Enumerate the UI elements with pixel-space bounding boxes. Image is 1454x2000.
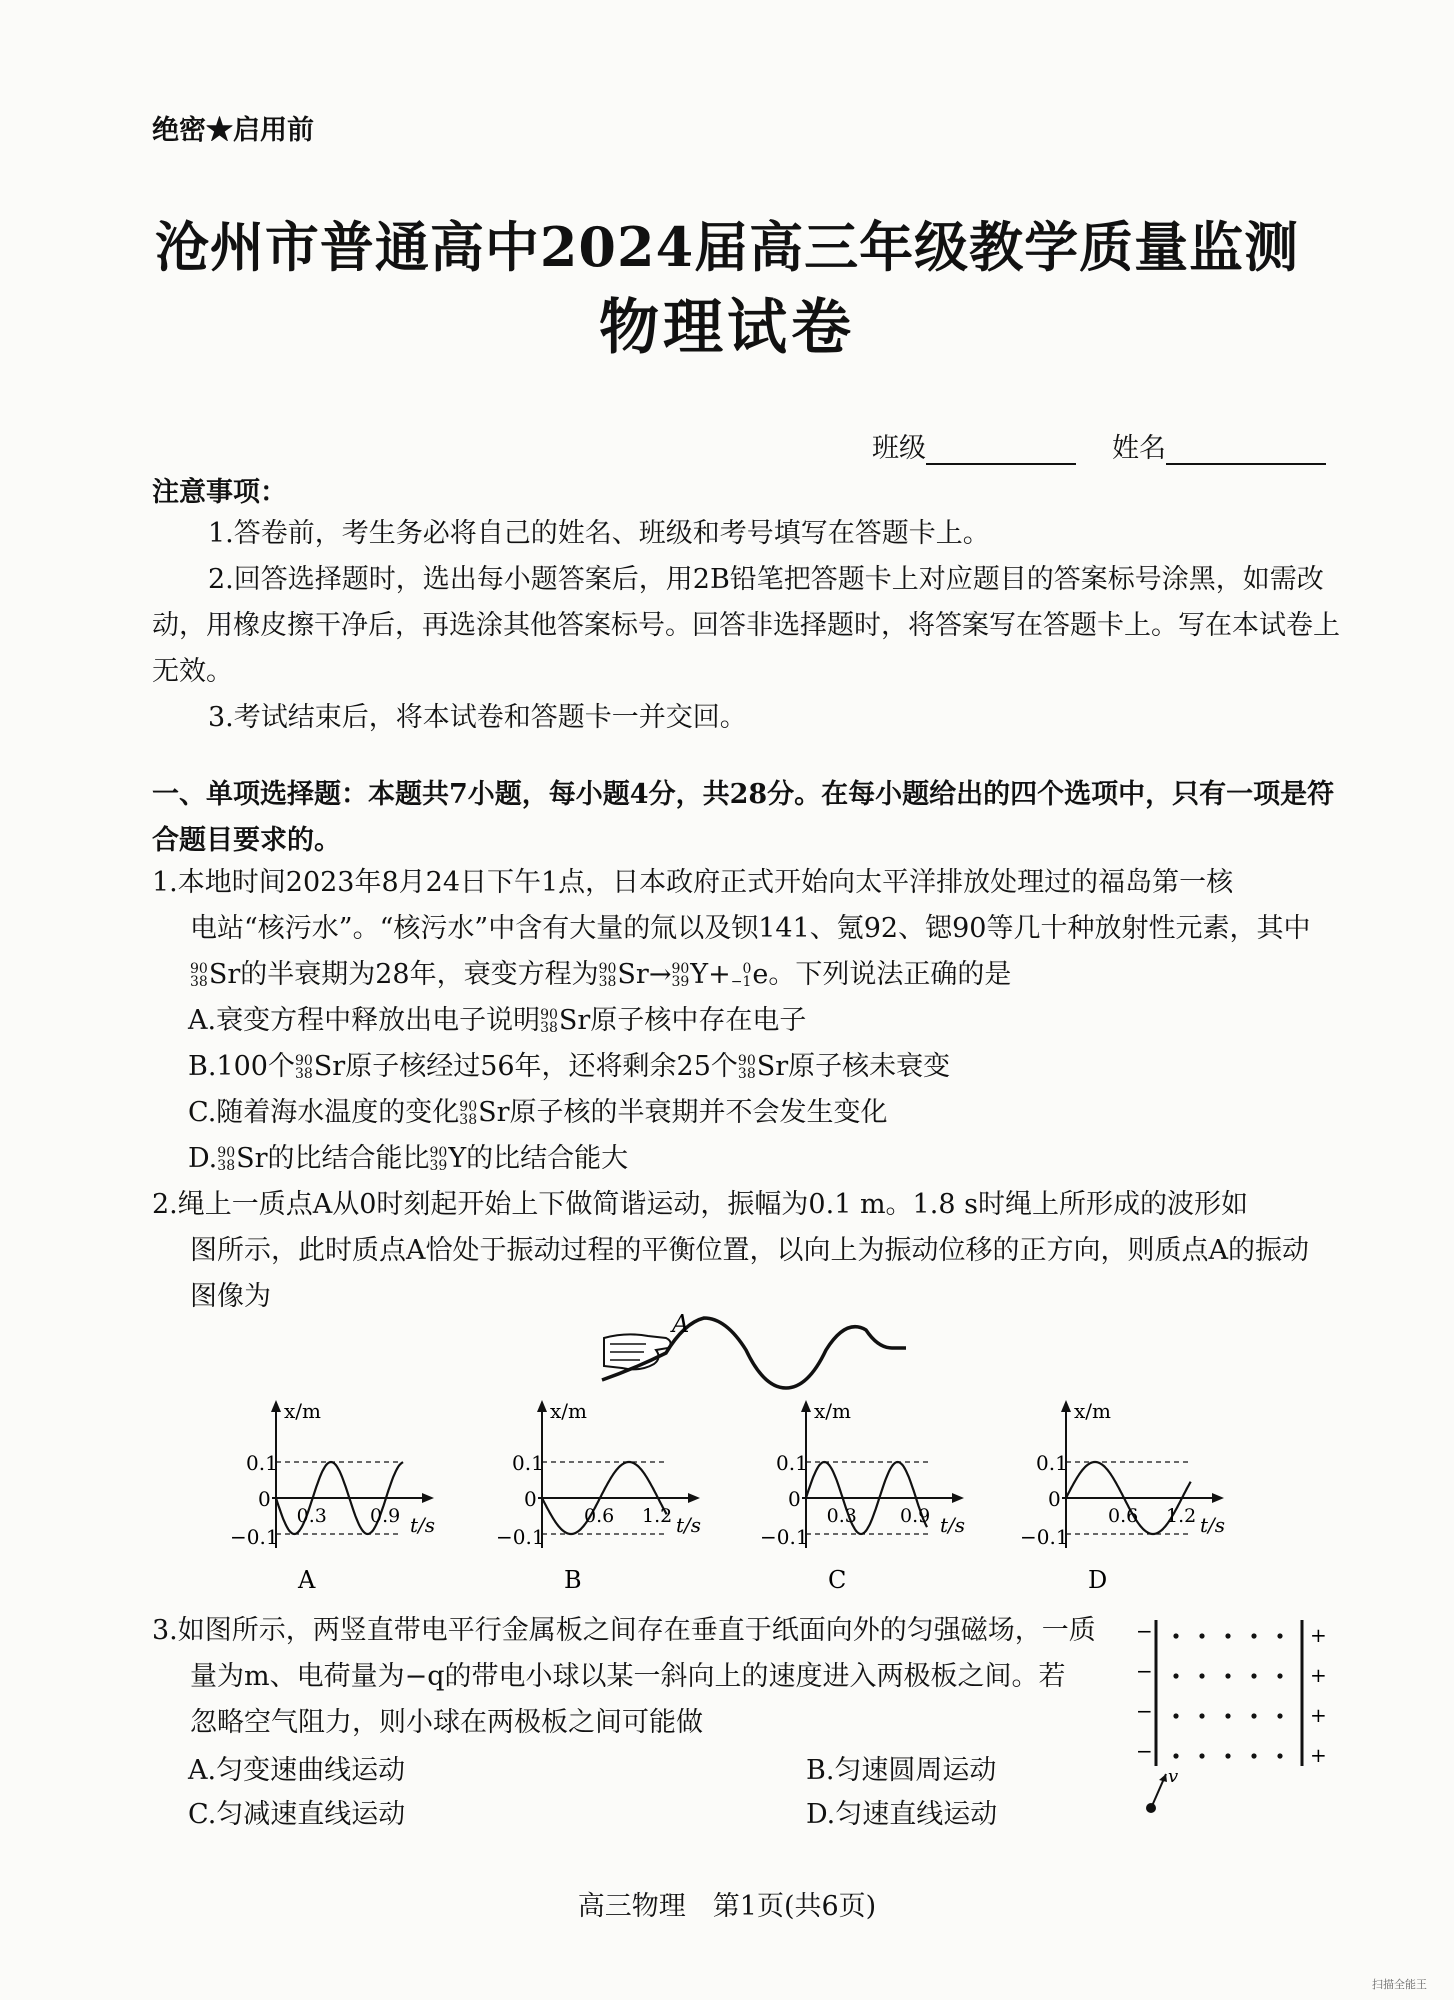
q1-option-a[interactable]: A.衰变方程中释放出电子说明 90 38 Sr原子核中存在电子 bbox=[188, 1005, 807, 1036]
student-info bbox=[872, 426, 1326, 465]
minus-sign: − bbox=[1136, 1739, 1153, 1763]
note-item: 1.答卷前，考生务必将自己的姓名、班级和考号填写在答题卡上。 bbox=[208, 518, 990, 549]
graph-option-b[interactable] bbox=[494, 1394, 724, 1594]
plate-charge-signs bbox=[1136, 1619, 1327, 1767]
field-dot bbox=[1225, 1673, 1230, 1678]
y-axis-arrow bbox=[271, 1400, 281, 1412]
field-dot bbox=[1225, 1713, 1230, 1718]
magnetic-field-dots bbox=[1173, 1633, 1282, 1758]
hand-icon bbox=[604, 1334, 671, 1369]
field-dot bbox=[1173, 1633, 1178, 1638]
y-axis-label: x/m bbox=[814, 1399, 851, 1423]
note-item: 3.考试结束后，将本试卷和答题卡一并交回。 bbox=[208, 702, 747, 733]
field-dot bbox=[1277, 1713, 1282, 1718]
class-label: 班级 bbox=[872, 433, 926, 464]
field-dot bbox=[1251, 1713, 1256, 1718]
tick-label: −0.1 bbox=[760, 1525, 809, 1549]
tick-label: 1.2 bbox=[642, 1505, 673, 1527]
tick-label: 0.1 bbox=[246, 1451, 278, 1475]
field-dot bbox=[1251, 1633, 1256, 1638]
name-blank[interactable] bbox=[1166, 435, 1326, 465]
tick-label: 0.3 bbox=[826, 1505, 857, 1527]
rope-point-label: A bbox=[672, 1310, 690, 1338]
q2-stem-line: 图所示，此时质点A恰处于振动过程的平衡位置，以向上为振动位移的正方向，则质点A的振动 bbox=[190, 1235, 1309, 1266]
q3-stem-line: 量为m、电荷量为−q的带电小球以某一斜向上的速度进入两极板之间。若 bbox=[190, 1661, 1066, 1692]
x-axis-arrow bbox=[1212, 1493, 1224, 1503]
y-axis-label: x/m bbox=[550, 1399, 587, 1423]
scanner-watermark: 扫描全能王 bbox=[1372, 1978, 1427, 1991]
field-dot bbox=[1277, 1673, 1282, 1678]
y-axis-label: x/m bbox=[284, 1399, 321, 1423]
sr-nuclide-index: 90 38 bbox=[598, 960, 617, 990]
tick-label: 0 bbox=[258, 1487, 271, 1511]
y-nuclide-index: 90 39 bbox=[671, 960, 690, 990]
q1-stem-line: 电站“核污水”。“核污水”中含有大量的氚以及钡141、氪92、锶90等几十种放射性元素，其中 bbox=[190, 913, 1311, 944]
exam-title: 沧州市普通高中2024届高三年级教学质量监测 bbox=[154, 215, 1300, 279]
field-dot bbox=[1199, 1633, 1204, 1638]
q1-stem-line: 1.本地时间2023年8月24日下午1点，日本政府正式开始向太平洋排放处理过的福岛第一核 bbox=[152, 867, 1234, 898]
plus-sign: + bbox=[1310, 1703, 1327, 1727]
tick-label: 0 bbox=[1048, 1487, 1061, 1511]
q3-option-a[interactable]: A.匀变速曲线运动 bbox=[188, 1755, 406, 1786]
page-footer: 高三物理 第1页(共6页) bbox=[577, 1891, 877, 1922]
field-dot bbox=[1277, 1753, 1282, 1758]
q3-stem-line: 3.如图所示，两竖直带电平行金属板之间存在垂直于纸面向外的匀强磁场，一质 bbox=[152, 1615, 1096, 1646]
electron-index: 0 −1 bbox=[730, 960, 752, 990]
rope-wave-figure bbox=[596, 1308, 926, 1398]
graph-option-label: C bbox=[828, 1566, 847, 1594]
plus-sign: + bbox=[1310, 1743, 1327, 1767]
graph-option-label: B bbox=[564, 1566, 582, 1594]
tick-label: 0.1 bbox=[776, 1451, 808, 1475]
field-dot bbox=[1225, 1633, 1230, 1638]
x-axis-arrow bbox=[688, 1493, 700, 1503]
field-dot bbox=[1199, 1713, 1204, 1718]
tick-label: 1.2 bbox=[1166, 1505, 1197, 1527]
field-dot bbox=[1225, 1753, 1230, 1758]
y-axis-arrow bbox=[1061, 1400, 1071, 1412]
x-axis-label: t/s bbox=[410, 1513, 436, 1537]
q1-option-d[interactable]: D. 90 38 Sr的比结合能比 90 39 Y的比结合能大 bbox=[188, 1143, 629, 1174]
minus-sign: − bbox=[1136, 1659, 1153, 1683]
field-dot bbox=[1251, 1673, 1256, 1678]
graph-option-c[interactable] bbox=[758, 1394, 988, 1594]
tick-label: 0.6 bbox=[1108, 1505, 1139, 1527]
note-item: 2.回答选择题时，选出每小题答案后，用2B铅笔把答题卡上对应题目的答案标号涂黑，如需改动，用橡皮擦干净后，再选涂其他答案标号。回答非选择题时，将答案写在答题卡上。写在本试卷上无效。 bbox=[152, 564, 1340, 687]
y-axis-arrow bbox=[801, 1400, 811, 1412]
graph-option-d[interactable] bbox=[1018, 1394, 1248, 1594]
tick-label: 0.1 bbox=[512, 1451, 544, 1475]
tick-label: −0.1 bbox=[496, 1525, 545, 1549]
field-dot bbox=[1251, 1753, 1256, 1758]
class-blank[interactable] bbox=[926, 435, 1076, 465]
q1-option-c[interactable]: C.随着海水温度的变化 90 38 Sr原子核的半衰期并不会发生变化 bbox=[188, 1097, 888, 1128]
velocity-label: v bbox=[1168, 1766, 1179, 1787]
q2-stem-line: 2.绳上一质点A从0时刻起开始上下做简谐运动，振幅为0.1 m。1.8 s时绳上所形成的波形如 bbox=[152, 1189, 1248, 1220]
minus-sign: − bbox=[1136, 1699, 1153, 1723]
charged-ball bbox=[1146, 1803, 1156, 1813]
q1-option-b[interactable]: B.100个 90 38 Sr原子核经过56年，还将剩余25个 90 38 Sr原子核未衰变 bbox=[188, 1051, 951, 1082]
tick-label: 0 bbox=[524, 1487, 537, 1511]
minus-sign: − bbox=[1136, 1619, 1153, 1643]
field-dot bbox=[1173, 1673, 1178, 1678]
y-axis-arrow bbox=[537, 1400, 547, 1412]
tick-label: 0 bbox=[788, 1487, 801, 1511]
x-axis-arrow bbox=[422, 1493, 434, 1503]
exam-subject: 物理试卷 bbox=[599, 293, 855, 363]
q1-stem-line: 90 38 Sr的半衰期为28年，衰变方程为 90 38 Sr→ 90 39 Y+ 0 −1 e。下列说法正确的是 bbox=[190, 959, 1012, 990]
tick-label: 0.6 bbox=[584, 1505, 615, 1527]
name-label: 姓名 bbox=[1112, 433, 1166, 464]
x-axis-arrow bbox=[952, 1493, 964, 1503]
tick-label: 0.1 bbox=[1036, 1451, 1068, 1475]
q3-stem-line: 忽略空气阻力，则小球在两极板之间可能做 bbox=[190, 1707, 703, 1738]
graph-option-label: D bbox=[1088, 1566, 1108, 1594]
field-dot bbox=[1277, 1633, 1282, 1638]
tick-label: 0.3 bbox=[296, 1505, 327, 1527]
notes-title: 注意事项： bbox=[152, 477, 287, 508]
confidential-mark: 绝密★启用前 bbox=[152, 115, 314, 146]
tick-label: 0.9 bbox=[370, 1505, 401, 1527]
section-title: 一、单项选择题：本题共7小题，每小题4分，共28分。在每小题给出的四个选项中，只有一项是符合题目要求的。 bbox=[152, 779, 1335, 856]
tick-label: 0.9 bbox=[900, 1505, 931, 1527]
field-dot bbox=[1173, 1713, 1178, 1718]
x-axis-label: t/s bbox=[1200, 1513, 1226, 1537]
capacitor-field-figure bbox=[1126, 1616, 1346, 1816]
graph-option-label: A bbox=[298, 1566, 316, 1594]
q2-stem-line: 图像为 bbox=[190, 1281, 271, 1312]
tick-label: −0.1 bbox=[230, 1525, 279, 1549]
field-dot bbox=[1173, 1753, 1178, 1758]
q3-option-c[interactable]: C.匀减速直线运动 bbox=[188, 1799, 406, 1830]
tick-label: −0.1 bbox=[1020, 1525, 1069, 1549]
y-axis-label: x/m bbox=[1074, 1399, 1111, 1423]
q3-option-d[interactable]: D.匀速直线运动 bbox=[806, 1799, 998, 1830]
q3-option-b[interactable]: B.匀速圆周运动 bbox=[806, 1755, 997, 1786]
x-axis-label: t/s bbox=[940, 1513, 966, 1537]
plus-sign: + bbox=[1310, 1623, 1327, 1647]
field-dot bbox=[1199, 1753, 1204, 1758]
field-dot bbox=[1199, 1673, 1204, 1678]
x-axis-label: t/s bbox=[676, 1513, 702, 1537]
graph-option-a[interactable] bbox=[228, 1394, 458, 1594]
plus-sign: + bbox=[1310, 1663, 1327, 1687]
sr-nuclide-index: 90 38 bbox=[190, 960, 208, 990]
